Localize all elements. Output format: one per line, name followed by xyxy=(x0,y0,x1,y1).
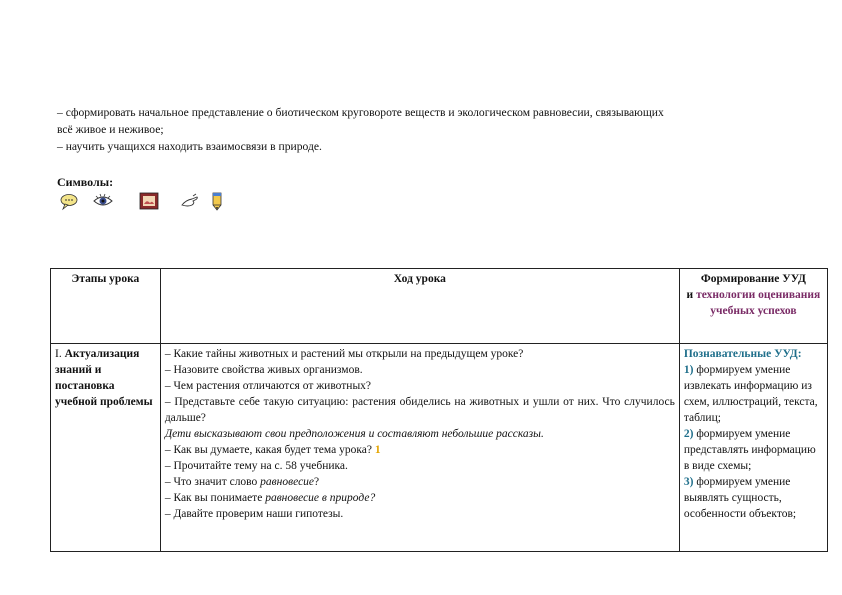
lesson-goals xyxy=(57,104,797,155)
lesson-table xyxy=(50,268,828,552)
eye-icon xyxy=(93,191,113,211)
header-uud-title: Формирование УУД xyxy=(700,273,806,285)
footnote-marker: 1 xyxy=(374,444,381,456)
course-line: – Давайте проверим наши гипотезы. xyxy=(164,508,344,520)
course-line: – Прочитайте тему на с. 58 учебника. xyxy=(164,460,348,472)
symbols-legend xyxy=(57,191,257,215)
course-line-text: – Как вы понимаете xyxy=(164,492,263,504)
table-row xyxy=(51,344,828,552)
uud-item xyxy=(684,426,823,474)
uud-number: 1) xyxy=(683,364,694,376)
course-line xyxy=(165,490,675,506)
course-line-text: ? xyxy=(314,476,320,488)
goal-line: – научить учащихся находить взаимосвязи в природе. xyxy=(57,140,322,153)
uud-cell xyxy=(679,344,827,552)
picture-frame-icon xyxy=(139,191,159,211)
course-line: – Назовите свойства живых организмов. xyxy=(164,364,363,376)
course-line: – Какие тайны животных и растений мы открыли на предыдущем уроке? xyxy=(164,348,524,360)
header-course: Ход урока xyxy=(160,269,679,344)
course-line xyxy=(165,474,675,490)
header-uud-tech xyxy=(684,287,823,319)
pencil-icon xyxy=(207,191,227,211)
speech-bubble-icon xyxy=(59,191,79,211)
table-header-row xyxy=(51,269,828,344)
uud-item xyxy=(684,474,823,522)
hand-icon xyxy=(180,191,200,211)
header-uud-tech-text: технологии оценивания учебных успехов xyxy=(696,289,821,317)
stage-cell xyxy=(51,344,161,552)
uud-text: формируем умение представлять информацию в виде схемы; xyxy=(683,428,816,472)
header-uud xyxy=(679,269,827,344)
course-line-text: ? xyxy=(369,492,376,504)
uud-number: 3) xyxy=(683,476,694,488)
uud-title: Познавательные УУД: xyxy=(683,348,802,360)
uud-number: 2) xyxy=(683,428,694,440)
course-line: Дети высказывают свои предположения и составляют небольшие рассказы. xyxy=(164,428,544,440)
goal-line: всё живое и неживое; xyxy=(57,123,164,136)
course-line xyxy=(165,442,675,458)
goal-line: – сформировать начальное представление о биотическом круговороте веществ и экологическом равновесии, связывающих xyxy=(57,106,664,119)
course-line-text: – Что значит слово xyxy=(164,476,258,488)
uud-text: формируем умение выявлять сущность, особенности объектов; xyxy=(683,476,797,520)
uud-text: формируем умение извлекать информацию из схем, иллюстраций, текста, таблиц; xyxy=(683,364,818,424)
stage-number: I. xyxy=(55,348,62,360)
symbols-title: Символы: xyxy=(57,175,114,189)
course-line-text: – Как вы думаете, какая будет тема урока? xyxy=(164,444,372,456)
course-line: – Представьте себе такую ситуацию: растения обиделись на животных и ушли от них. Что случилось дальше? xyxy=(164,396,675,424)
course-term: равновесие в природе xyxy=(265,492,370,504)
header-uud-and: и xyxy=(686,289,694,301)
course-line: – Чем растения отличаются от животных? xyxy=(164,380,372,392)
course-cell xyxy=(160,344,679,552)
course-term: равновесие xyxy=(260,476,315,488)
stage-title: Актуализация знаний и постановка учебной проблемы xyxy=(55,348,153,408)
header-stages: Этапы урока xyxy=(51,269,161,344)
uud-item xyxy=(684,362,823,426)
